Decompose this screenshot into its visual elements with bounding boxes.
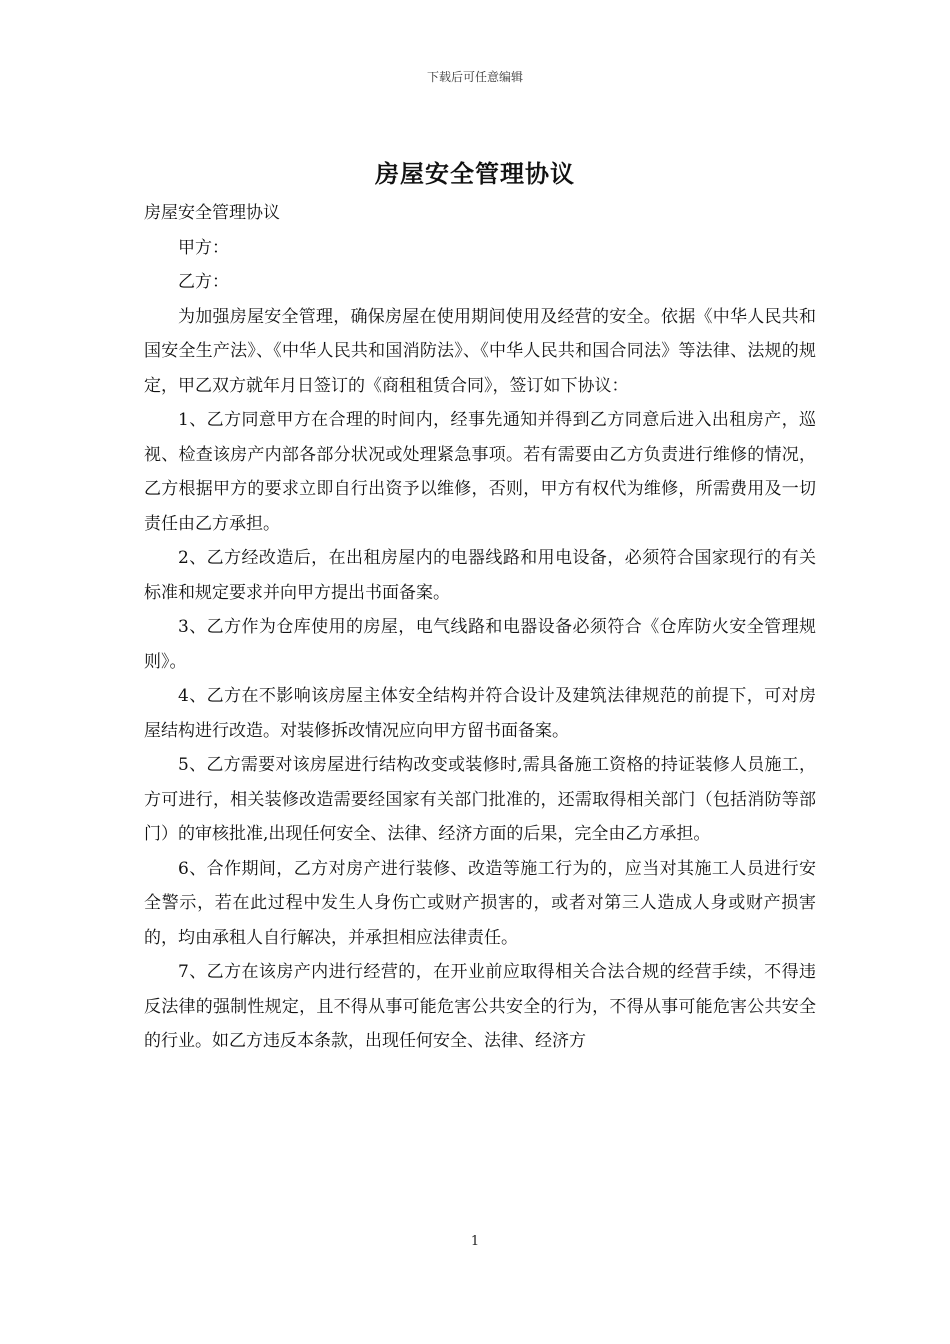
paragraph-clause-4: 4、乙方在不影响该房屋主体安全结构并符合设计及建筑法律规范的前提下，可对房屋结构进行改造。对装修拆改情况应向甲方留书面备案。 bbox=[144, 686, 816, 741]
paragraph-party-b: 乙方： bbox=[178, 272, 229, 292]
paragraph-clause-5: 5、乙方需要对该房屋进行结构改变或装修时,需具备施工资格的持证装修人员施工，方可进行，相关装修改造需要经国家有关部门批准的，还需取得相关部门（包括消防等部门）的审核批准,出现任何安全、法律、经济方面的后果，完全由乙方承担。 bbox=[144, 755, 816, 844]
document-body bbox=[144, 196, 816, 1059]
page-number: 1 bbox=[470, 1234, 480, 1249]
paragraph-clause-1: 1、乙方同意甲方在合理的时间内，经事先通知并得到乙方同意后进入出租房产，巡视、检查该房产内部各部分状况或处理紧急事项。若有需要由乙方负责进行维修的情况，乙方根据甲方的要求立即自行出资予以维修，否则，甲方有权代为维修，所需费用及一切责任由乙方承担。 bbox=[144, 410, 816, 534]
paragraph-clause-2: 2、乙方经改造后，在出租房屋内的电器线路和用电设备，必须符合国家现行的有关标准和规定要求并向甲方提出书面备案。 bbox=[144, 548, 816, 603]
header-note: 下载后可任意编辑 bbox=[426, 70, 523, 84]
document-title: 房屋安全管理协议 bbox=[375, 159, 575, 188]
paragraph-subtitle: 房屋安全管理协议 bbox=[144, 203, 280, 223]
paragraph-party-a: 甲方： bbox=[178, 237, 229, 258]
paragraph-clause-7: 7、乙方在该房产内进行经营的，在开业前应取得相关合法合规的经营手续，不得违反法律的强制性规定，且不得从事可能危害公共安全的行为，不得从事可能危害公共安全的行业。如乙方违反本条款，出现任何安全、法律、经济方 bbox=[144, 962, 816, 1051]
paragraph-clause-3: 3、乙方作为仓库使用的房屋，电气线路和电器设备必须符合《仓库防火安全管理规则》。 bbox=[144, 617, 816, 672]
paragraph-clause-6: 6、合作期间，乙方对房产进行装修、改造等施工行为的，应当对其施工人员进行安全警示，若在此过程中发生人身伤亡或财产损害的，或者对第三人造成人身或财产损害的，均由承租人自行解决，并承担相应法律责任。 bbox=[144, 858, 816, 948]
paragraph-preamble: 为加强房屋安全管理，确保房屋在使用期间使用及经营的安全。依据《中华人民共和国安全生产法》、《中华人民共和国消防法》、《中华人民共和国合同法》等法律、法规的规定，甲乙双方就年月日签订的《商租租赁合同》，签订如下协议： bbox=[144, 306, 816, 396]
